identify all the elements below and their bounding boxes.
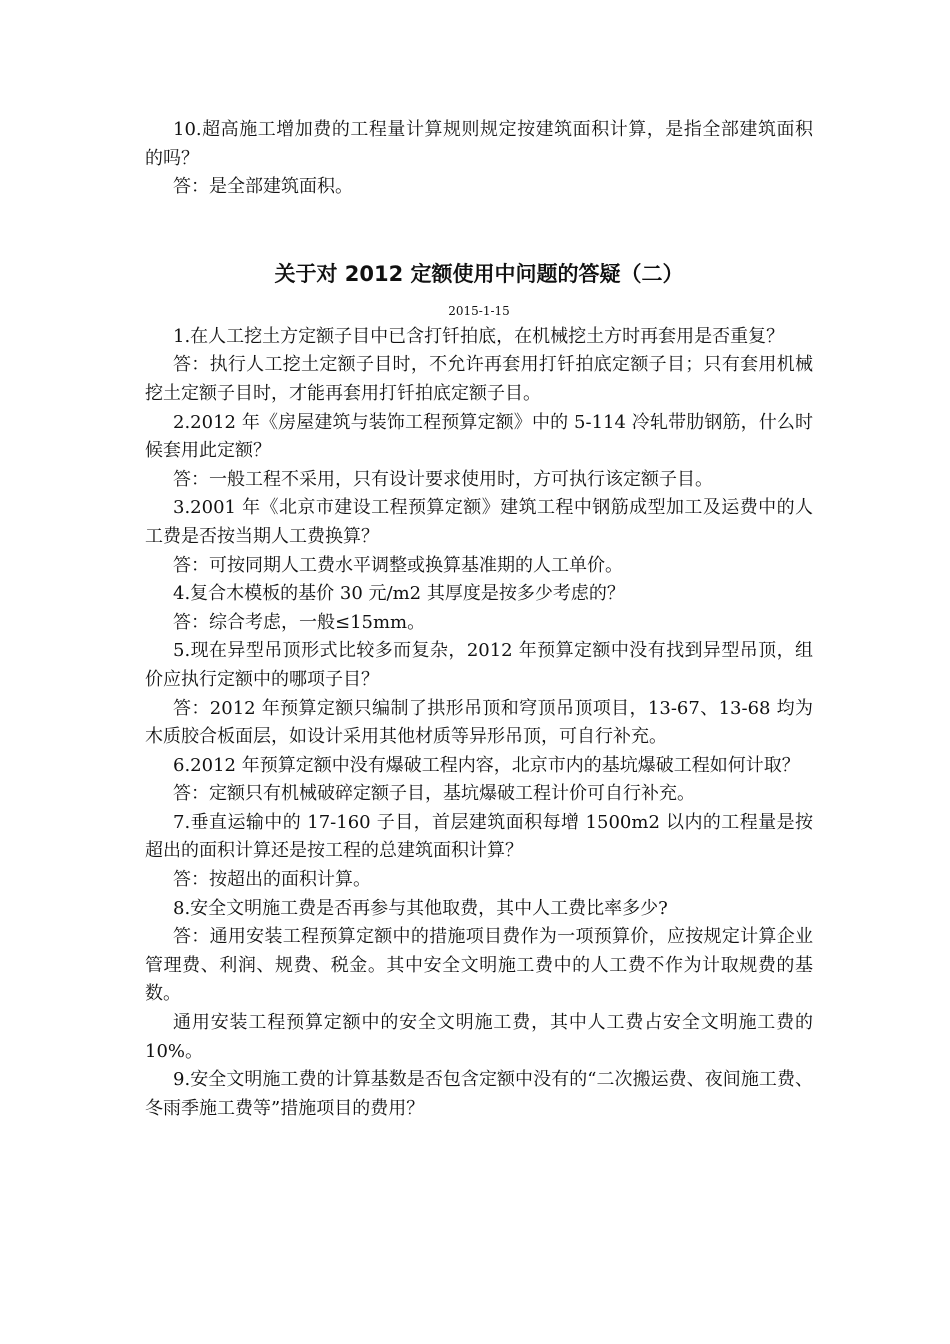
section-title: 关于对 2012 定额使用中问题的答疑（二） [274, 261, 684, 286]
paragraph-a8: 答：通用安装工程预算定额中的措施项目费作为一项预算价，应按规定计算企业管理费、利润、规费、税金。其中安全文明施工费中的人工费不作为计取规费的基数。 [145, 926, 813, 1005]
paragraph-q8: 8.安全文明施工费是否再参与其他取费，其中人工费比率多少? [173, 897, 668, 919]
section-date: 2015-1-15 [448, 303, 510, 318]
paragraph-q7: 7.垂直运输中的 17-160 子目，首层建筑面积每增 1500m2 以内的工程量是按超出的面积计算还是按工程的总建筑面积计算？ [145, 811, 813, 862]
paragraph-q4: 4.复合木模板的基价 30 元/m2 其厚度是按多少考虑的？ [173, 583, 625, 605]
answer-10: 答：是全部建筑面积。 [173, 176, 353, 198]
document-page [145, 116, 813, 1123]
paragraph-a1: 答：执行人工挖土定额子目时，不允许再套用打钎拍底定额子目；只有套用机械挖土定额子目时，才能再套用打钎拍底定额子目。 [145, 354, 813, 404]
paragraph-a6: 答：定额只有机械破碎定额子目，基坑爆破工程计价可自行补充。 [173, 783, 695, 805]
paragraph-a2: 答：一般工程不采用，只有设计要求使用时，方可执行该定额子目。 [173, 468, 713, 490]
paragraph-q5: 5.现在异型吊顶形式比较多而复杂，2012 年预算定额中没有找到异型吊顶，组价应执行定额中的哪项子目？ [145, 640, 813, 690]
paragraph-q1: 1.在人工挖土方定额子目中已含打钎拍底，在机械挖土方时再套用是否重复？ [173, 325, 785, 347]
paragraph-q9: 9.安全文明施工费的计算基数是否包含定额中没有的“二次搬运费、夜间施工费、冬雨季施工费等”措施项目的费用？ [145, 1069, 813, 1119]
paragraph-a3: 答：可按同期人工费水平调整或换算基准期的人工单价。 [173, 554, 623, 576]
paragraph-q3: 3.2001 年《北京市建设工程预算定额》建筑工程中钢筋成型加工及运费中的人工费是否按当期人工费换算？ [145, 497, 813, 547]
paragraph-a5: 答：2012 年预算定额只编制了拱形吊顶和穹顶吊顶项目，13-67、13-68 均为木质胶合板面层，如设计采用其他材质等异形吊顶，可自行补充。 [145, 697, 813, 748]
paragraph-q2: 2.2012 年《房屋建筑与装饰工程预算定额》中的 5-114 冷轧带肋钢筋，什么时候套用此定额？ [145, 411, 813, 462]
paragraph-q6: 6.2012 年预算定额中没有爆破工程内容，北京市内的基坑爆破工程如何计取？ [173, 754, 800, 776]
paragraph-a4: 答：综合考虑，一般≤15mm。 [173, 611, 426, 633]
question-10: 10.超高施工增加费的工程量计算规则规定按建筑面积计算，是指全部建筑面积的吗？ [145, 119, 813, 169]
paragraph-a8-note: 通用安装工程预算定额中的安全文明施工费，其中人工费占安全文明施工费的 10%。 [145, 1012, 813, 1062]
paragraph-a7: 答：按超出的面积计算。 [173, 869, 371, 891]
